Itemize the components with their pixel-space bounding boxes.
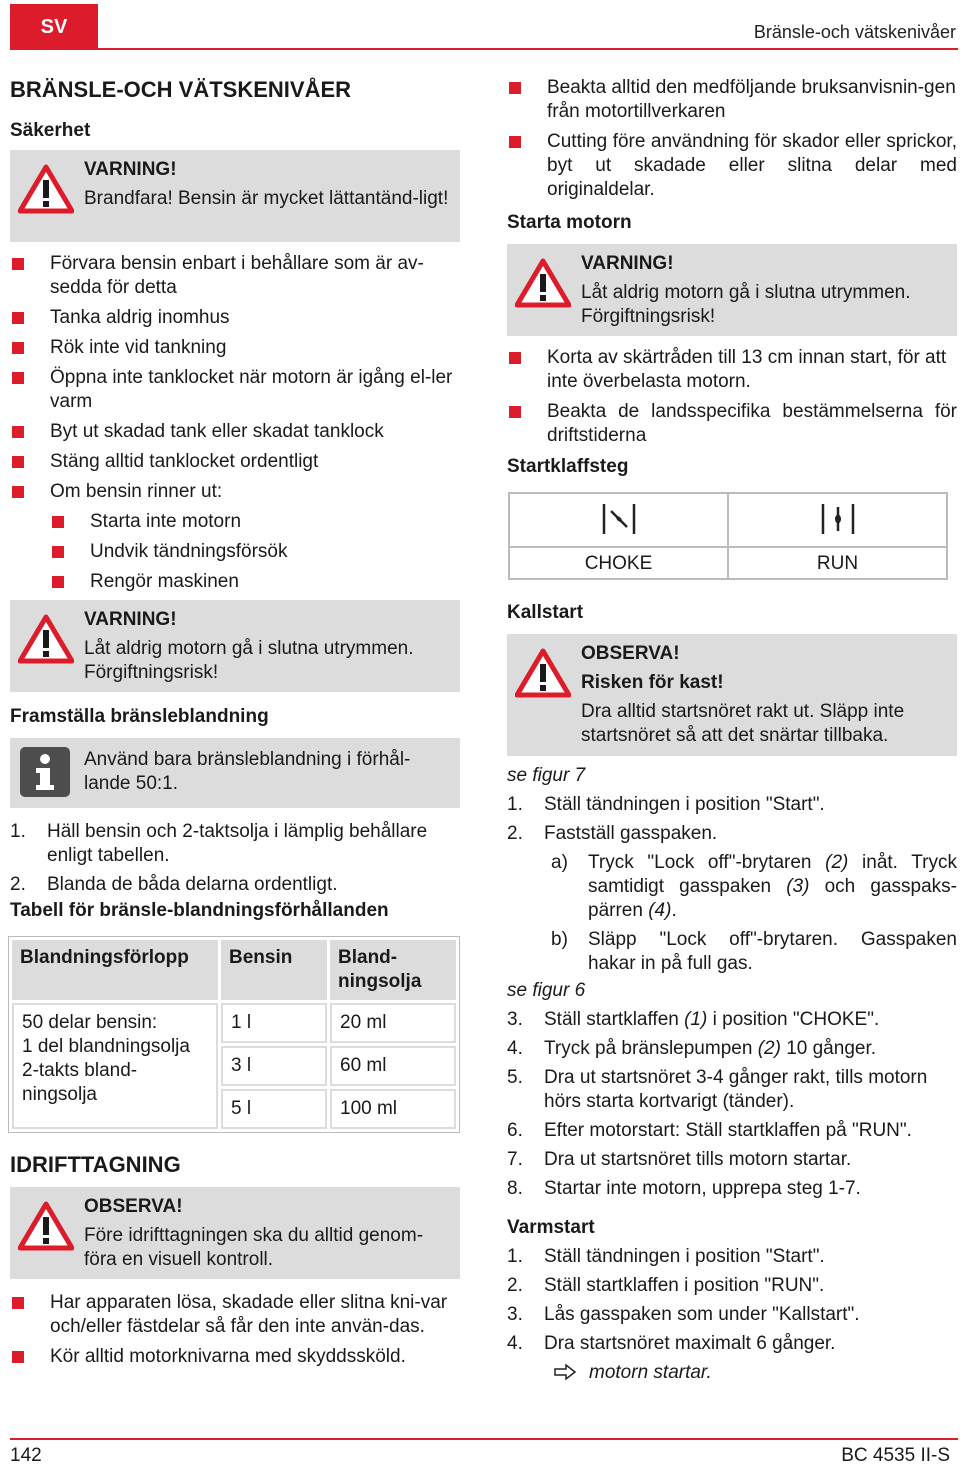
right-column	[507, 74, 957, 1385]
cold-start-heading: Kallstart	[507, 602, 584, 623]
warning-title: VARNING!	[84, 609, 177, 630]
list-item: Rök inte vid tankning	[10, 336, 460, 360]
list-item: Starta inte motorn	[50, 510, 460, 534]
list-item: Öppna inte tanklocket när motorn är igång el-ler varm	[10, 366, 460, 414]
list-item: 1. Ställ tändningen i position "Start".	[507, 794, 825, 815]
figure-reference: se figur 6	[507, 980, 586, 1001]
run-label: RUN	[729, 546, 946, 576]
warning-title: VARNING!	[84, 159, 177, 180]
section-title: IDRIFTTAGNING	[10, 1152, 181, 1177]
list-item: Har apparaten lösa, skadade eller slitna kni-var och/eller fästdelar så får den inte använ-das.	[10, 1291, 460, 1339]
table-cell: 50 delar bensin: 1 del blandningsolja 2-takts bland-ningsolja	[12, 1003, 218, 1129]
warning-icon	[18, 164, 74, 214]
figure-reference: se figur 7	[507, 765, 586, 786]
spill-sublist	[50, 510, 460, 594]
table-cell: 5 l	[221, 1089, 327, 1129]
notice-text: Före idrifttagningen ska du alltid genom-föra en visuell kontroll.	[84, 1225, 424, 1270]
warm-start-heading: Varmstart	[507, 1217, 595, 1238]
list-item: Undvik tändningsförsök	[50, 540, 460, 564]
model-number: BC 4535 II-S	[841, 1445, 950, 1466]
choke-label: CHOKE	[510, 546, 727, 576]
language-tag: SV	[10, 4, 98, 50]
general-list	[507, 76, 957, 202]
list-item: 4. Dra startsnöret maximalt 6 gånger.	[507, 1333, 836, 1354]
start-heading: Starta motorn	[507, 212, 632, 233]
list-item: Tanka aldrig inomhus	[10, 306, 460, 330]
choke-icon	[601, 502, 637, 536]
cold-start-steps-cont	[507, 1008, 957, 1201]
list-item: 1. Ställ tändningen i position "Start".	[507, 1246, 825, 1267]
notice-subtitle: Risken för kast!	[581, 672, 724, 693]
notice-text: Dra alltid startsnöret rakt ut. Släpp inte startsnöret så att det snärtar tillbaka.	[581, 701, 905, 746]
commissioning-list	[10, 1291, 460, 1369]
start-list	[507, 346, 957, 448]
list-item: 4. Tryck på bränslepumpen (2) 10 gånger.	[507, 1038, 877, 1059]
mix-table	[8, 936, 460, 1133]
list-item: Korta av skärtråden till 13 cm innan start, för att inte överbelasta motorn.	[507, 346, 957, 394]
table-header: Blandningsförlopp	[12, 940, 218, 1000]
notice-title: OBSERVA!	[84, 1196, 183, 1217]
list-item: 2. Blanda de båda delarna ordentligt.	[10, 874, 338, 895]
warm-start-steps	[507, 1245, 957, 1356]
info-box	[10, 738, 460, 808]
warning-line: Förgiftningsrisk!	[581, 306, 716, 327]
table-heading: Tabell för bränsle-blandningsförhållanden	[10, 900, 389, 921]
safety-list	[10, 252, 460, 594]
table-header: Bensin	[221, 940, 327, 1000]
left-column	[10, 74, 460, 1375]
info-text: Använd bara bränsleblandning i förhål-lande 50:1.	[84, 749, 411, 794]
warning-icon	[18, 1201, 74, 1251]
notice-title: OBSERVA!	[581, 643, 680, 664]
list-item: Beakta alltid den medföljande bruksanvisnin-gen från motortillverkaren	[507, 76, 957, 124]
run-cell	[729, 494, 946, 578]
warning-line: Låt aldrig motorn gå i slutna utrymmen.	[581, 282, 911, 303]
list-item: Beakta de landsspecifika bestämmelserna för driftstiderna	[507, 400, 957, 448]
cold-start-steps	[507, 793, 957, 976]
safety-heading: Säkerhet	[10, 120, 91, 141]
list-item: Byt ut skadad tank eller skadat tanklock	[10, 420, 460, 444]
result-text: motorn startar.	[589, 1362, 712, 1383]
choke-table	[508, 492, 948, 580]
section-title: BRÄNSLE-OCH VÄTSKENIVÅER	[10, 77, 352, 102]
notice-box	[10, 1187, 460, 1279]
list-item	[10, 480, 460, 594]
list-item: 3. Ställ startklaffen (1) i position "CHOKE".	[507, 1009, 880, 1030]
table-cell: 20 ml	[330, 1003, 456, 1043]
table-cell: 3 l	[221, 1046, 327, 1086]
choke-cell	[510, 494, 729, 578]
warning-icon	[18, 614, 74, 664]
warning-box-poison	[507, 244, 957, 336]
list-item: a) Tryck "Lock off"-brytaren (2) inåt. Tryck samtidigt gasspaken (3) och gasspaks-pärren (4).	[551, 852, 957, 921]
warning-icon	[515, 258, 571, 308]
run-icon	[820, 502, 856, 536]
list-item: b) Släpp "Lock off"-brytaren. Gasspaken hakar in på full gas.	[551, 929, 957, 974]
table-cell: 60 ml	[330, 1046, 456, 1086]
warning-text: Brandfara! Bensin är mycket lättantänd-ligt!	[84, 188, 449, 209]
list-item: Förvara bensin enbart i behållare som är av-sedda för detta	[10, 252, 460, 300]
warning-title: VARNING!	[581, 253, 674, 274]
list-item: Cutting före användning för skador eller sprickor, byt ut skadade eller slitna delar med originaldelar.	[507, 130, 957, 202]
mix-heading: Framställa bränsleblandning	[10, 706, 269, 727]
sub-steps	[507, 851, 957, 976]
running-header: Bränsle-och vätskenivåer	[753, 22, 956, 42]
result-arrow-icon	[553, 1364, 577, 1380]
warning-icon	[515, 648, 571, 698]
list-item: 2. Fastställ gasspaken. a) Tryck "Lock off"-brytaren (2) inåt. Tryck samtidigt gasspaken (3) och gasspaks-pärren (4). b) Släpp "Lock off"-brytaren. Gasspaken hakar in på full gas.	[507, 823, 957, 974]
warning-line: Låt aldrig motorn gå i slutna utrymmen.	[84, 638, 414, 659]
table-cell: 1 l	[221, 1003, 327, 1043]
list-item-text: Om bensin rinner ut:	[50, 481, 223, 502]
list-item: Rengör maskinen	[50, 570, 460, 594]
list-item: 6. Efter motorstart: Ställ startklaffen på "RUN".	[507, 1120, 912, 1141]
list-item: 7. Dra ut startsnöret tills motorn startar.	[507, 1149, 852, 1170]
mix-steps	[10, 820, 460, 897]
table-header-row	[12, 940, 456, 1000]
choke-heading: Startklaffsteg	[507, 456, 629, 477]
header-rule	[98, 48, 958, 50]
warning-box-poison	[10, 600, 460, 692]
list-item: Kör alltid motorknivarna med skyddssköld.	[10, 1345, 460, 1369]
info-icon	[20, 747, 70, 797]
list-item: 1. Häll bensin och 2-taktsolja i lämplig behållare enligt tabellen.	[10, 821, 428, 866]
warning-box-fire	[10, 150, 460, 242]
table-header: Bland-ningsolja	[330, 940, 456, 1000]
list-item: 2. Ställ startklaffen i position "RUN".	[507, 1275, 825, 1296]
list-item: 8. Startar inte motorn, upprepa steg 1-7.	[507, 1178, 861, 1199]
warning-line: Förgiftningsrisk!	[84, 662, 219, 683]
result-line	[507, 1361, 957, 1385]
footer-rule	[10, 1438, 958, 1440]
list-item: 5. Dra ut startsnöret 3-4 gånger rakt, tills motorn hörs starta kortvarigt (tänder).	[507, 1067, 928, 1112]
list-item: 3. Lås gasspaken som under "Kallstart".	[507, 1304, 860, 1325]
page-number: 142	[10, 1445, 42, 1466]
table-row	[12, 1003, 456, 1043]
table-cell: 100 ml	[330, 1089, 456, 1129]
notice-box-kickback	[507, 634, 957, 756]
list-item: Stäng alltid tanklocket ordentligt	[10, 450, 460, 474]
